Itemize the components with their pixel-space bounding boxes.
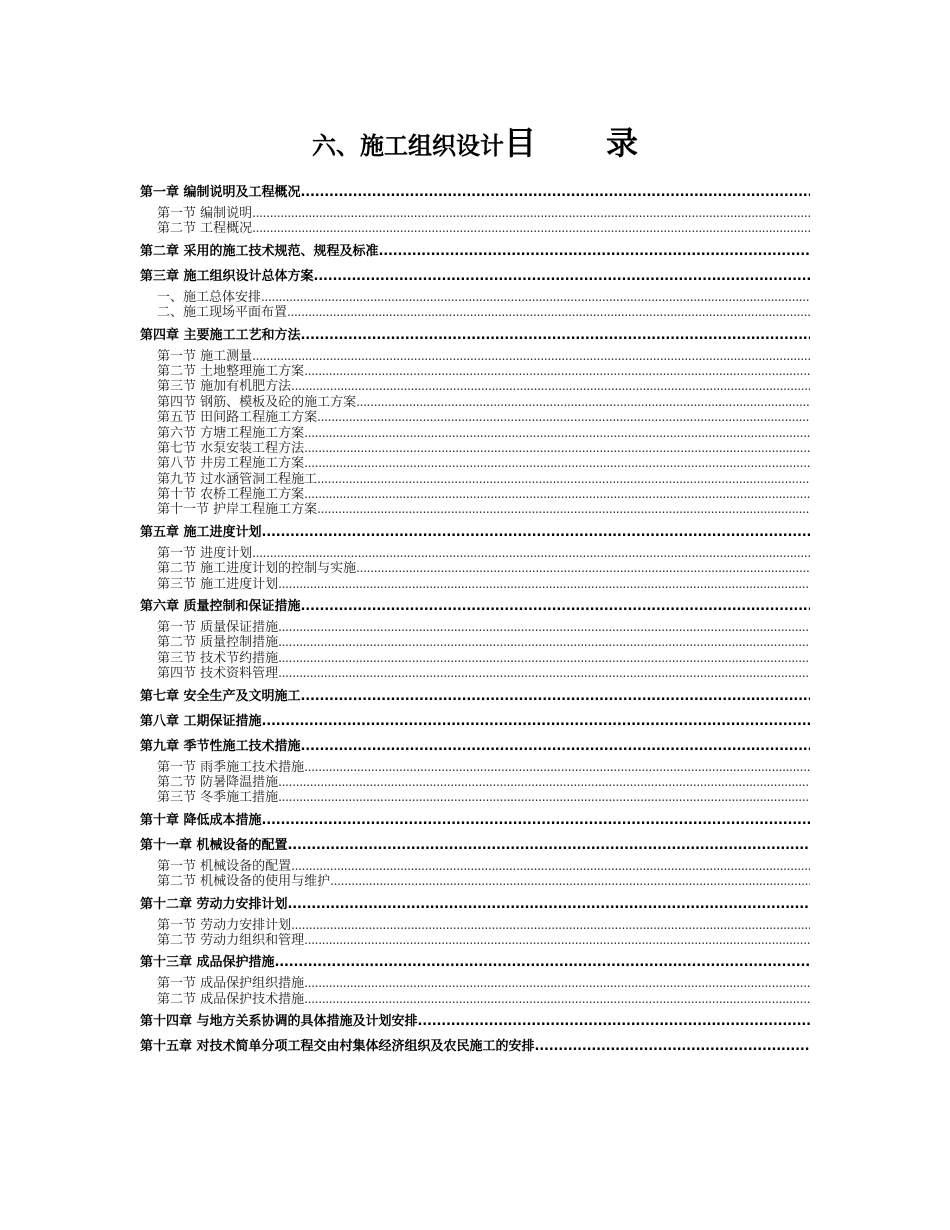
toc-section-entry[interactable] xyxy=(140,456,810,471)
dot-leader xyxy=(535,1037,810,1057)
toc-section-entry[interactable] xyxy=(140,992,810,1007)
toc-section-group xyxy=(140,620,810,682)
dot-leader xyxy=(288,836,810,856)
toc-title xyxy=(0,118,950,164)
toc-section-label: 二、施工现场平面布置 xyxy=(157,305,288,321)
title-main: 六、施工组织设计 xyxy=(311,132,504,160)
dot-leader xyxy=(288,895,810,915)
toc-chapter-label: 第六章 质量控制和保证措施 xyxy=(140,599,301,615)
toc-section-group xyxy=(140,859,810,890)
dot-leader xyxy=(317,502,810,517)
dot-leader xyxy=(278,635,810,650)
title-char-lu: 录 xyxy=(606,124,639,162)
toc-chapter-entry[interactable] xyxy=(140,895,810,915)
toc-section-label: 第二节 质量控制措施 xyxy=(157,635,279,651)
toc-section-group xyxy=(140,290,810,321)
dot-leader xyxy=(379,242,810,262)
toc-section-label: 第一节 成品保护组织措施 xyxy=(157,976,305,992)
toc-chapter-label: 第五章 施工进度计划 xyxy=(140,524,262,540)
toc-section-label: 第三节 技术节约措施 xyxy=(157,650,279,666)
toc-section-group xyxy=(140,918,810,949)
dot-leader xyxy=(261,290,810,305)
dot-leader xyxy=(301,687,810,707)
toc-section-entry[interactable] xyxy=(140,379,810,394)
toc-section-group xyxy=(140,976,810,1007)
toc-section-label: 第二节 工程概况 xyxy=(157,221,253,237)
toc-chapter-label: 第八章 工期保证措施 xyxy=(140,713,262,729)
toc-chapter-entry[interactable] xyxy=(140,811,810,831)
toc-chapter-entry[interactable] xyxy=(140,712,810,732)
dot-leader xyxy=(252,221,810,236)
dot-leader xyxy=(304,760,810,775)
dot-leader xyxy=(278,620,810,635)
dot-leader xyxy=(252,546,810,561)
dot-leader xyxy=(301,326,810,346)
toc-section-entry[interactable] xyxy=(140,918,810,933)
dot-leader xyxy=(252,206,810,221)
toc-section-entry[interactable] xyxy=(140,666,810,681)
dot-leader xyxy=(356,395,810,410)
toc-section-entry[interactable] xyxy=(140,410,810,425)
dot-leader xyxy=(317,472,810,487)
toc-section-entry[interactable] xyxy=(140,221,810,236)
toc-section-label: 第九节 过水涵管洞工程施工 xyxy=(157,471,318,487)
toc-chapter-label: 第十二章 劳动力安排计划 xyxy=(140,896,288,912)
toc-section-label: 第十节 农桥工程施工方案 xyxy=(157,487,305,503)
toc-chapter-label: 第二章 采用的施工技术规范、规程及标准 xyxy=(140,243,379,259)
toc-section-label: 第一节 施工测量 xyxy=(157,348,253,364)
toc-section-label: 第一节 机械设备的配置 xyxy=(157,858,292,874)
toc-section-label: 第四节 技术资料管理 xyxy=(157,666,279,682)
toc-section-entry[interactable] xyxy=(140,546,810,561)
toc-chapter-label: 第七章 安全生产及文明施工 xyxy=(140,688,301,704)
dot-leader xyxy=(278,577,810,592)
toc-section-entry[interactable] xyxy=(140,775,810,790)
dot-leader xyxy=(262,523,810,543)
dot-leader xyxy=(278,651,810,666)
dot-leader xyxy=(278,775,810,790)
dot-leader xyxy=(304,992,810,1007)
dot-leader xyxy=(252,349,810,364)
dot-leader xyxy=(301,737,810,757)
dot-leader xyxy=(304,976,810,991)
toc-section-group xyxy=(140,206,810,237)
toc-chapter-label: 第十三章 成品保护措施 xyxy=(140,955,275,971)
toc-section-label: 第二节 施工进度计划的控制与实施 xyxy=(157,561,357,577)
dot-leader xyxy=(304,487,810,502)
toc-section-label: 第三节 施加有机肥方法 xyxy=(157,379,292,395)
toc-chapter-label: 第十一章 机械设备的配置 xyxy=(140,837,288,853)
toc-section-entry[interactable] xyxy=(140,441,810,456)
toc-section-label: 第六节 方塘工程施工方案 xyxy=(157,425,305,441)
toc-section-label: 第三节 施工进度计划 xyxy=(157,576,279,592)
dot-leader xyxy=(287,305,810,320)
toc-section-label: 一、施工总体安排 xyxy=(157,289,262,305)
toc-section-entry[interactable] xyxy=(140,206,810,221)
dot-leader xyxy=(262,712,810,732)
dot-leader xyxy=(304,933,810,948)
toc-section-group xyxy=(140,760,810,806)
toc-section-entry[interactable] xyxy=(140,790,810,805)
toc-chapter-label: 第十四章 与地方关系协调的具体措施及计划安排 xyxy=(140,1014,418,1030)
toc-section-label: 第二节 土地整理施工方案 xyxy=(157,363,305,379)
toc-chapter-entry[interactable] xyxy=(140,737,810,757)
toc-section-group xyxy=(140,349,810,518)
toc-section-label: 第一节 进度计划 xyxy=(157,545,253,561)
toc-section-entry[interactable] xyxy=(140,349,810,364)
dot-leader xyxy=(291,918,810,933)
dot-leader xyxy=(262,811,810,831)
toc-chapter-label: 第一章 编制说明及工程概况 xyxy=(140,185,301,200)
toc-section-label: 第八节 井房工程施工方案 xyxy=(157,456,305,472)
toc-section-label: 第一节 编制说明 xyxy=(157,206,253,221)
toc-section-label: 第二节 机械设备的使用与维护 xyxy=(157,874,331,890)
dot-leader xyxy=(317,410,810,425)
toc-chapter-label: 第十章 降低成本措施 xyxy=(140,812,262,828)
toc-chapter-entry[interactable] xyxy=(140,267,810,287)
toc-chapter-entry[interactable] xyxy=(140,242,810,262)
toc-section-label: 第五节 田间路工程施工方案 xyxy=(157,410,318,426)
toc-section-entry[interactable] xyxy=(140,651,810,666)
toc-section-entry[interactable] xyxy=(140,976,810,991)
toc-section-entry[interactable] xyxy=(140,760,810,775)
toc-chapter-entry[interactable] xyxy=(140,1037,810,1057)
toc-section-entry[interactable] xyxy=(140,577,810,592)
toc-section-entry[interactable] xyxy=(140,859,810,874)
dot-leader xyxy=(278,790,810,805)
dot-leader xyxy=(304,456,810,471)
toc-section-group xyxy=(140,546,810,592)
toc-section-entry[interactable] xyxy=(140,305,810,320)
dot-leader xyxy=(314,267,810,287)
toc-section-entry[interactable] xyxy=(140,426,810,441)
toc-chapter-label: 第三章 施工组织设计总体方案 xyxy=(140,268,314,284)
toc-chapter-entry[interactable] xyxy=(140,523,810,543)
toc-section-label: 第一节 质量保证措施 xyxy=(157,620,279,636)
toc-chapter-entry[interactable] xyxy=(140,953,810,973)
toc-section-entry[interactable] xyxy=(140,874,810,889)
title-char-mu: 目 xyxy=(503,124,536,162)
toc-section-entry[interactable] xyxy=(140,635,810,650)
toc-section-entry[interactable] xyxy=(140,395,810,410)
dot-leader xyxy=(291,859,810,874)
dot-leader xyxy=(301,183,810,203)
dot-leader xyxy=(356,561,810,576)
toc-chapter-label: 第十五章 对技术简单分项工程交由村集体经济组织及农民施工的安排 xyxy=(140,1039,535,1055)
dot-leader xyxy=(330,874,810,889)
toc-section-label: 第二节 劳动力组织和管理 xyxy=(157,932,305,948)
toc-chapter-entry[interactable] xyxy=(140,1012,810,1032)
toc-section-label: 第三节 冬季施工措施 xyxy=(157,790,279,806)
toc-section-entry[interactable] xyxy=(140,502,810,517)
dot-leader xyxy=(291,379,810,394)
toc-chapter-label: 第九章 季节性施工技术措施 xyxy=(140,738,301,754)
toc-section-label: 第一节 劳动力安排计划 xyxy=(157,917,292,933)
toc-chapter-label: 第四章 主要施工工艺和方法 xyxy=(140,327,301,343)
dot-leader xyxy=(304,426,810,441)
dot-leader xyxy=(301,597,810,617)
toc-section-entry[interactable] xyxy=(140,290,810,305)
table-of-contents xyxy=(140,178,810,1057)
toc-section-label: 第一节 雨季施工技术措施 xyxy=(157,759,305,775)
dot-leader xyxy=(275,953,810,973)
toc-section-label: 第二节 成品保护技术措施 xyxy=(157,991,305,1007)
dot-leader xyxy=(278,666,810,681)
toc-section-label: 第七节 水泵安装工程方法 xyxy=(157,440,305,456)
toc-section-entry[interactable] xyxy=(140,487,810,502)
toc-chapter-entry[interactable] xyxy=(140,326,810,346)
toc-section-entry[interactable] xyxy=(140,933,810,948)
dot-leader xyxy=(304,441,810,456)
toc-chapter-entry[interactable] xyxy=(140,597,810,617)
toc-section-entry[interactable] xyxy=(140,364,810,379)
toc-chapter-entry[interactable] xyxy=(140,687,810,707)
toc-section-label: 第十一节 护岸工程施工方案 xyxy=(157,502,318,518)
dot-leader xyxy=(418,1012,810,1032)
toc-section-label: 第四节 钢筋、模板及砼的施工方案 xyxy=(157,394,357,410)
toc-chapter-entry[interactable] xyxy=(140,183,810,203)
toc-chapter-entry[interactable] xyxy=(140,836,810,856)
toc-section-entry[interactable] xyxy=(140,620,810,635)
toc-section-label: 第二节 防暑降温措施 xyxy=(157,774,279,790)
toc-section-entry[interactable] xyxy=(140,561,810,576)
toc-section-entry[interactable] xyxy=(140,472,810,487)
dot-leader xyxy=(304,364,810,379)
